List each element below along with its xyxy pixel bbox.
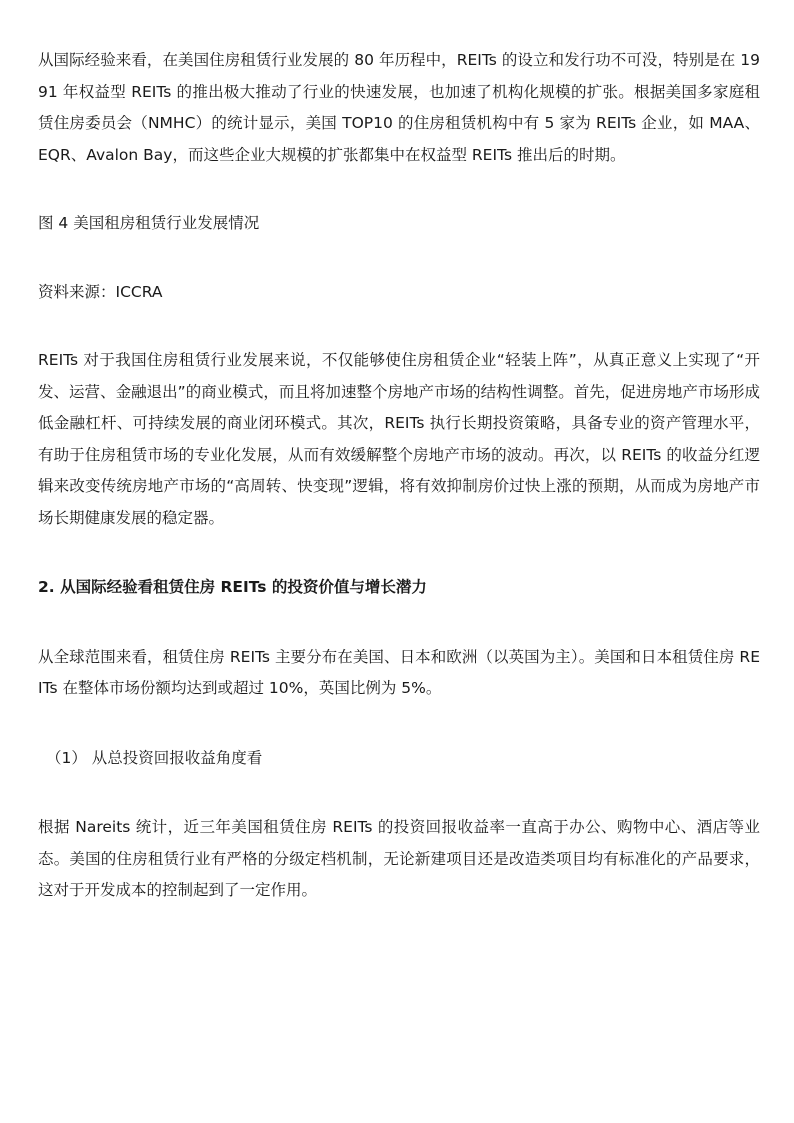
paragraph-global-distribution: 从全球范围来看，租赁住房 REITs 主要分布在美国、日本和欧洲（以英国为主）。美国和日本租赁住房 REITs 在整体市场份额均达到或超过 10%，英国比例为 5%。 <box>38 647 760 697</box>
document-body <box>38 45 760 907</box>
paragraph-nareits-returns: 根据 Nareits 统计，近三年美国租赁住房 REITs 的投资回报收益率一直高于办公、购物中心、酒店等业态。美国的住房租赁行业有严格的分级定档机制，无论新建项目还是改造类项目均有标准化的产品要求，这对于开发成本的控制起到了一定作用。 <box>38 818 760 899</box>
figure-caption: 图 4 美国租房租赁行业发展情况 <box>38 214 260 232</box>
subsection-heading: （1） 从总投资回报收益角度看 <box>46 748 263 767</box>
figure-source: 资料来源：ICCRA <box>38 282 163 301</box>
paragraph-reits-history: 从国际经验来看，在美国住房租赁行业发展的 80 年历程中，REITs 的设立和发行功不可没，特别是在 1991 年权益型 REITs 的推出极大推动了行业的快速发展，也加速了机构化规模的扩张。根据美国多家庭租赁住房委员会（NMHC）的统计显示，美国 TOP10 的住房租赁机构中有 5 家为 REITs 企业，如 MAA、EQR、Avalon Bay，而这些企业大规模的扩张都集中在权益型 REITs 推出后的时期。 <box>38 51 760 164</box>
section-heading: 2. 从国际经验看租赁住房 REITs 的投资价值与增长潜力 <box>38 578 427 596</box>
paragraph-reits-significance: REITs 对于我国住房租赁行业发展来说，不仅能够使住房租赁企业“轻装上阵”，从真正意义上实现了“开发、运营、金融退出”的商业模式，而且将加速整个房地产市场的结构性调整。首先，促进房地产市场形成低金融杠杆、可持续发展的商业闭环模式。其次，REITs 执行长期投资策略，具备专业的资产管理水平，有助于住房租赁市场的专业化发展，从而有效缓解整个房地产市场的波动。再次，以 REITs 的收益分红逻辑来改变传统房地产市场的“高周转、快变现”逻辑，将有效抑制房价过快上涨的预期，从而成为房地产市场长期健康发展的稳定器。 <box>38 351 760 527</box>
